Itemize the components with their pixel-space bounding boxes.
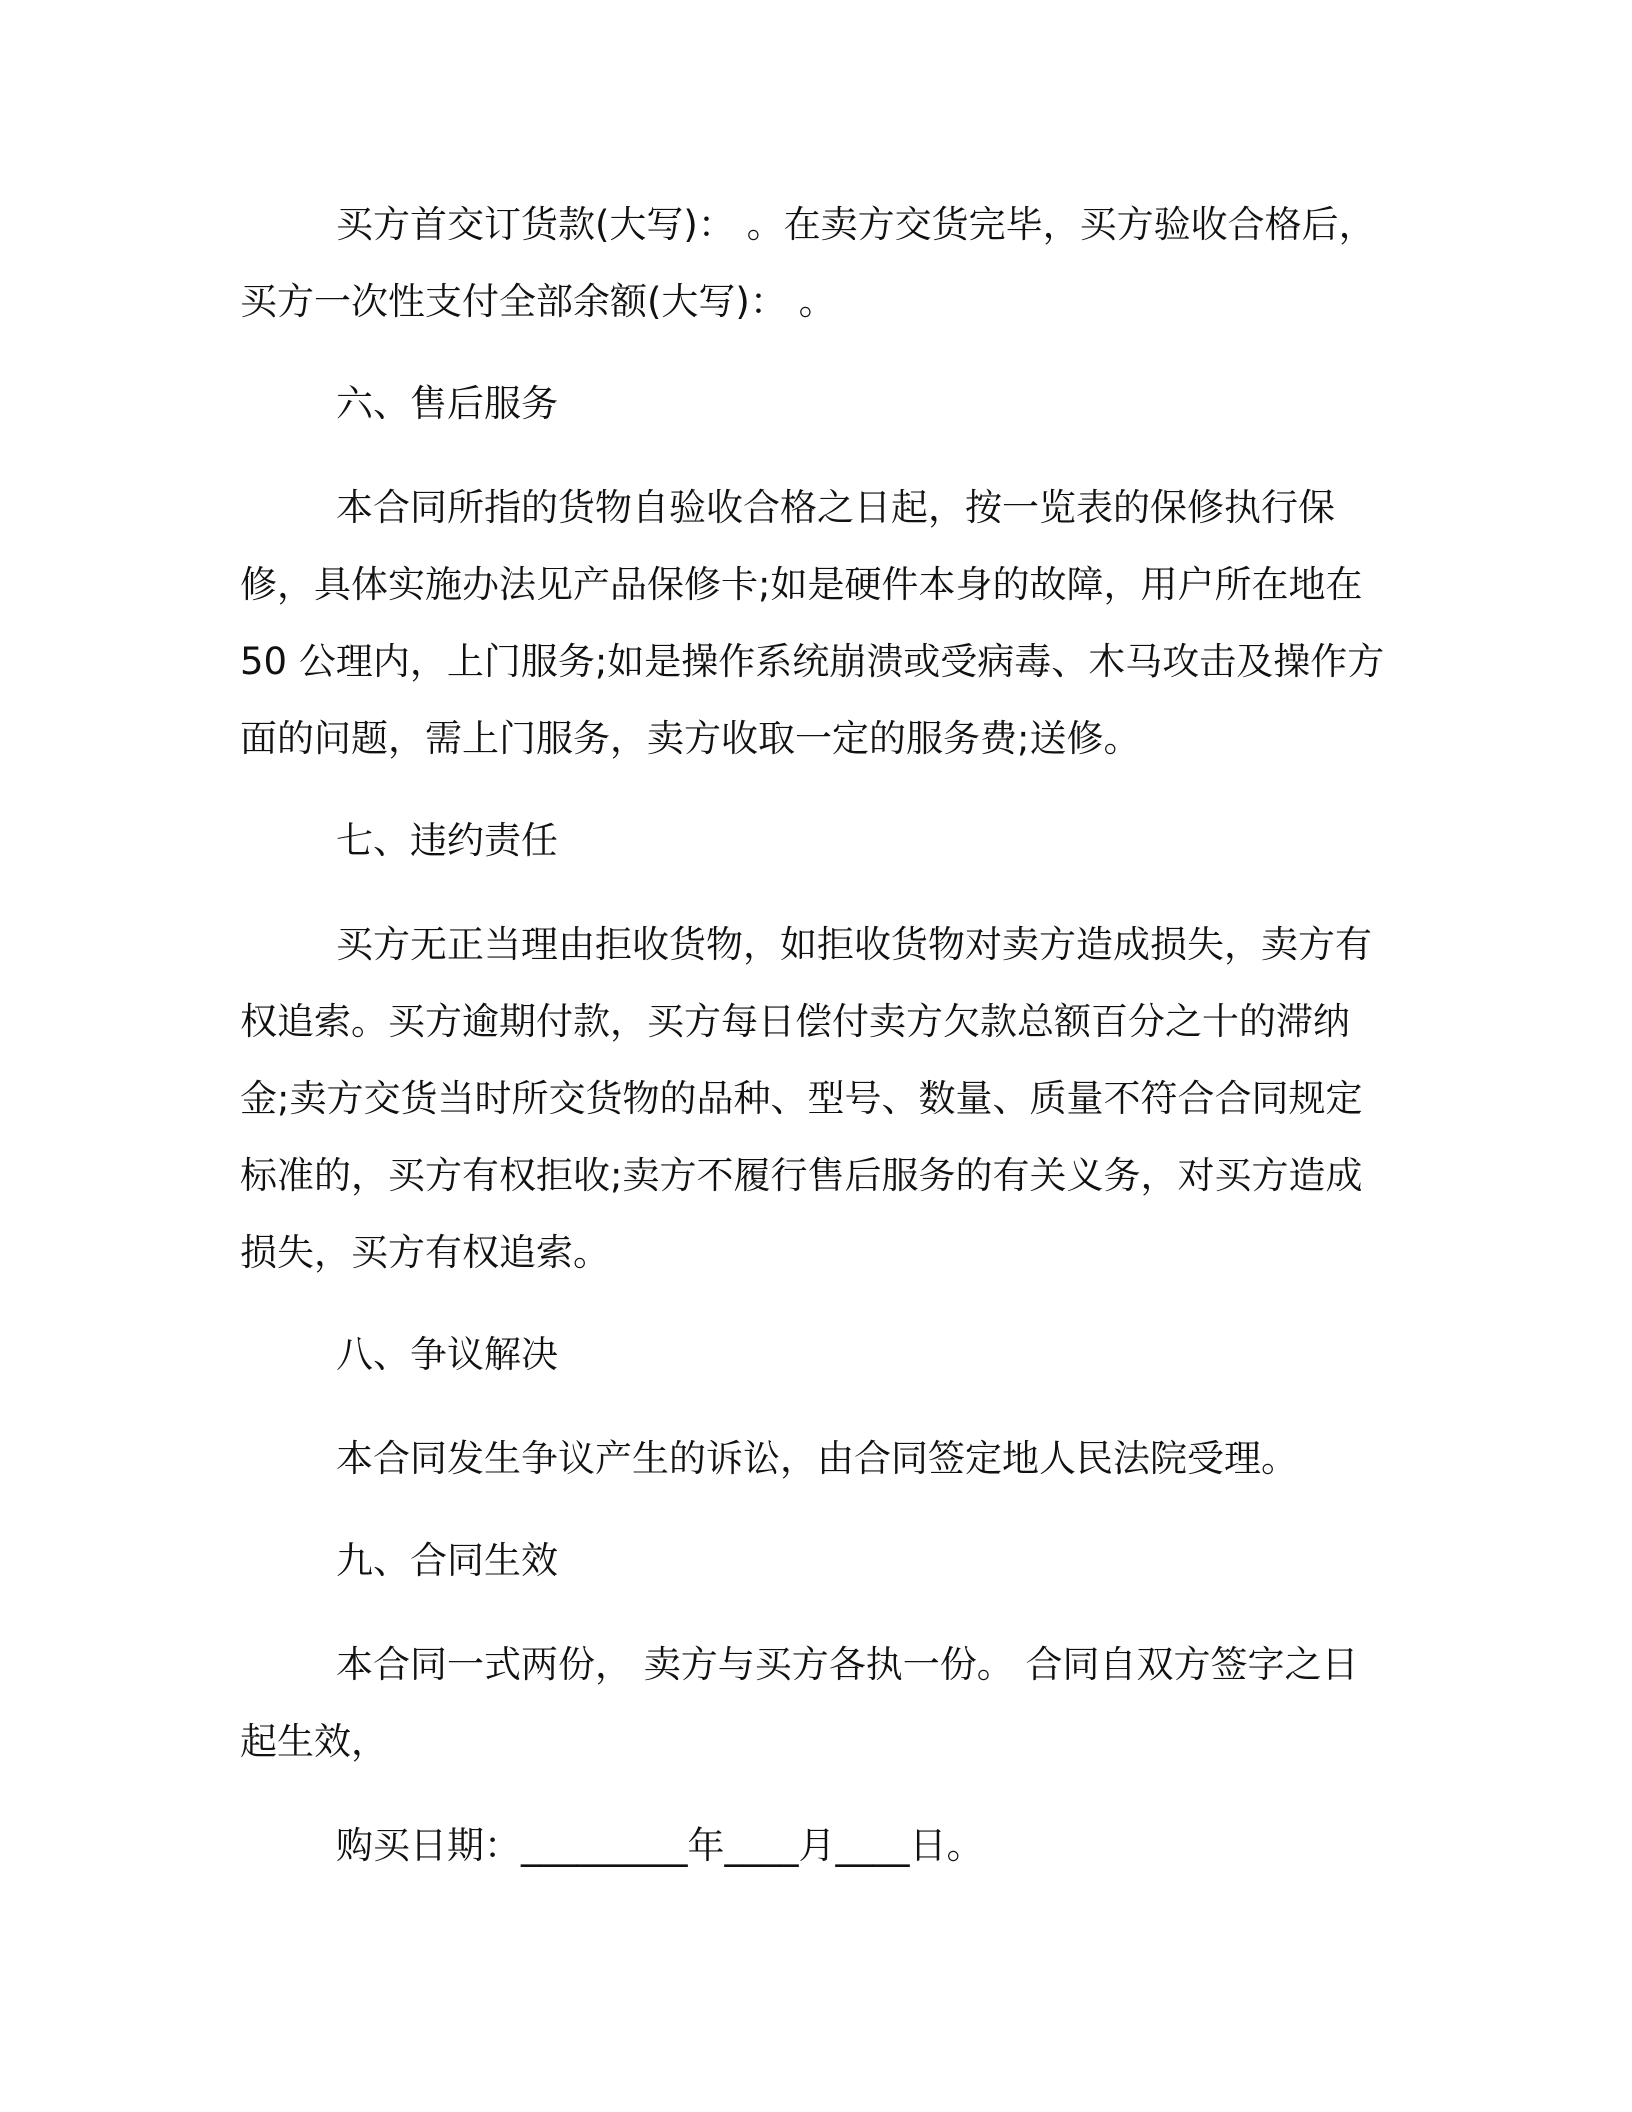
section-heading-effect: 九、合同生效 [336,1539,558,1582]
dispute-paragraph: 本合同发生争议产生的诉讼，由合同签定地人民法院受理。 [336,1437,1298,1480]
document-body [240,186,1390,1884]
after-sales-paragraph: 本合同所指的货物自验收合格之日起，按一览表的保修执行保修，具体实施办法见产品保修卡;如是硬件本身的故障，用户所在地在 50 公理内，上门服务;如是操作系统崩溃或受病毒、木马攻击及操作方面的问题，需上门服务，卖方收取一定的服务费;送修。 [240,486,1385,760]
effect-paragraph: 本合同一式两份， 卖方与买方各执一份。 合同自双方签字之日起生效， [240,1643,1359,1763]
section-heading-after-sales: 六、售后服务 [336,382,558,425]
payment-paragraph: 买方首交订货款(大写)： 。在卖方交货完毕，买方验收合格后，买方一次性支付全部余额(大写)： 。 [240,203,1376,323]
purchase-date-line: 购买日期：_________年____月____日。 [336,1824,984,1867]
liability-paragraph: 买方无正当理由拒收货物，如拒收货物对卖方造成损失，卖方有权追索。买方逾期付款，买方每日偿付卖方欠款总额百分之十的滞纳金;卖方交货当时所交货物的品种、型号、数量、质量不符合合同规定标准的，买方有权拒收;卖方不履行售后服务的有关义务，对买方造成损失，买方有权追索。 [240,923,1372,1274]
section-heading-liability: 七、违约责任 [336,819,558,862]
section-heading-dispute: 八、争议解决 [336,1333,558,1376]
